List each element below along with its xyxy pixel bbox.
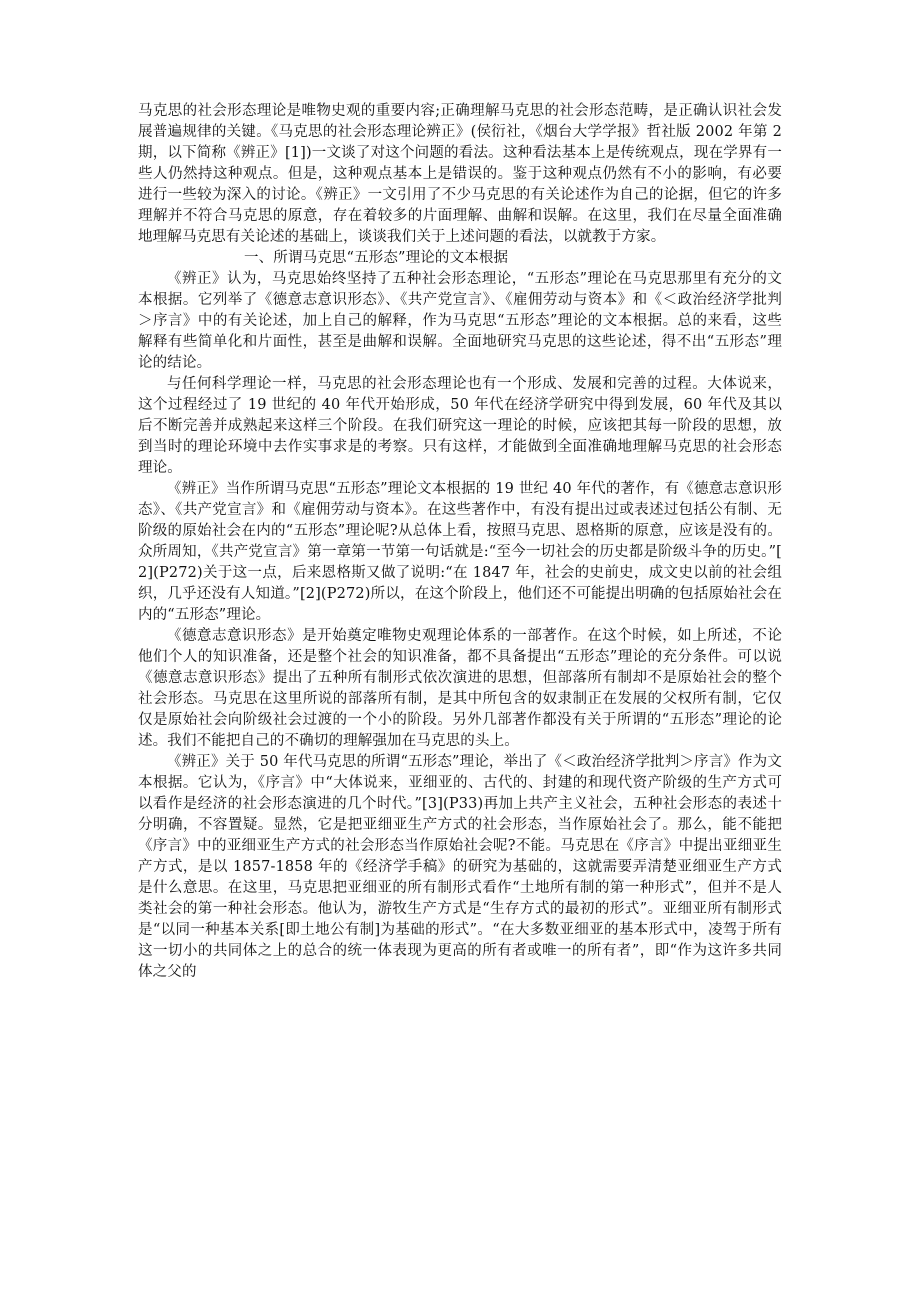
document-body	[138, 101, 782, 983]
body-paragraph: 与任何科学理论一样，马克思的社会形态理论也有一个形成、发展和完善的过程。大体说来，这个过程经过了 19 世纪的 40 年代开始形成，50 年代在经济学研究中得到发展，60 年代及其以后不断完善并成熟起来这样三个阶段。在我们研究这一理论的时候，应该把其每一阶段的思想，放到当时的理论环境中去作实事求是的考察。只有这样，才能做到全面准确地理解马克思的社会形态理论。	[138, 376, 782, 476]
section-heading: 一、所谓马克思“五形态”理论的文本根据	[244, 250, 509, 266]
intro-paragraph: 马克思的社会形态理论是唯物史观的重要内容;正确理解马克思的社会形态范畴，是正确认识社会发展普遍规律的关键。《马克思的社会形态理论辨正》(侯衍社，《烟台大学学报》哲社版 2002 年第 2 期，以下简称《辨正》[1])一文谈了对这个问题的看法。这种看法基本上是传统观点，现在学界有一些人仍然持这种观点。但是，这种观点基本上是错误的。鉴于这种观点仍然有不小的影响，有必要进行一些较为深入的讨论。《辨正》一文引用了不少马克思的有关论述作为自己的论据，但它的许多理解并不符合马克思的原意，存在着较多的片面理解、曲解和误解。在这里，我们在尽量全面准确地理解马克思有关论述的基础上，谈谈我们关于上述问题的看法，以就教于方家。	[138, 103, 782, 245]
body-paragraph: 《辨正》认为，马克思始终坚持了五种社会形态理论，“五形态”理论在马克思那里有充分的文本根据。它列举了《德意志意识形态》、《共产党宣言》、《雇佣劳动与资本》和《＜政治经济学批判＞序言》中的有关论述，加上自己的解释，作为马克思“五形态”理论的文本根据。总的来看，这些解释有些简单化和片面性，甚至是曲解和误解。全面地研究马克思的这些论述，得不出“五形态”理论的结论。	[138, 271, 782, 371]
body-paragraph: 《德意志意识形态》是开始奠定唯物史观理论体系的一部著作。在这个时候，如上所述，不论他们个人的知识准备，还是整个社会的知识准备，都不具备提出“五形态”理论的充分条件。可以说《德意志意识形态》提出了五种所有制形式依次演进的思想，但部落所有制却不是原始社会的整个社会形态。马克思在这里所说的部落所有制，是其中所包含的奴隶制正在发展的父权所有制，它仅仅是原始社会向阶级社会过渡的一个小的阶段。另外几部著作都没有关于所谓的“五形态”理论的论述。我们不能把自己的不确切的理解强加在马克思的头上。	[138, 628, 782, 749]
body-paragraph: 《辨正》关于 50 年代马克思的所谓“五形态”理论，举出了《＜政治经济学批判＞序言》作为文本根据。它认为，《序言》中“大体说来，亚细亚的、古代的、封建的和现代资产阶级的生产方式可以看作是经济的社会形态演进的几个时代。”[3](P33)再加上共产主义社会，五种社会形态的表述十分明确，不容置疑。显然，它是把亚细亚生产方式的社会形态，当作原始社会了。那么，能不能把《序言》中的亚细亚生产方式的社会形态当作原始社会呢?不能。马克思在《序言》中提出亚细亚生产方式，是以 1857-1858 年的《经济学手稿》的研究为基础的，这就需要弄清楚亚细亚生产方式是什么意思。在这里，马克思把亚细亚的所有制形式看作“土地所有制的第一种形式”，但并不是人类社会的第一种社会形态。他认为，游牧生产方式是“生存方式的最初的形式”。亚细亚所有制形式是“以同一种基本关系[即土地公有制]为基础的形式”。“在大多数亚细亚的基本形式中，凌驾于所有这一切小的共同体之上的总合的统一体表现为更高的所有者或唯一的所有者”，即“作为这许多共同体之父的	[138, 754, 782, 980]
body-paragraph: 《辨正》当作所谓马克思“五形态”理论文本根据的 19 世纪 40 年代的著作，有《德意志意识形态》、《共产党宣言》和《雇佣劳动与资本》。在这些著作中，有没有提出过或表述过包括公有制、无阶级的原始社会在内的“五形态”理论呢?从总体上看，按照马克思、恩格斯的原意，应该是没有的。众所周知，《共产党宣言》第一章第一节第一句话就是:“至今一切社会的历史都是阶级斗争的历史。”[2](P272)关于这一点，后来恩格斯又做了说明:“在 1847 年，社会的史前史，成文史以前的社会组织，几乎还没有人知道。”[2](P272)所以，在这个阶段上，他们还不可能提出明确的包括原始社会在内的“五形态”理论。	[138, 481, 782, 623]
